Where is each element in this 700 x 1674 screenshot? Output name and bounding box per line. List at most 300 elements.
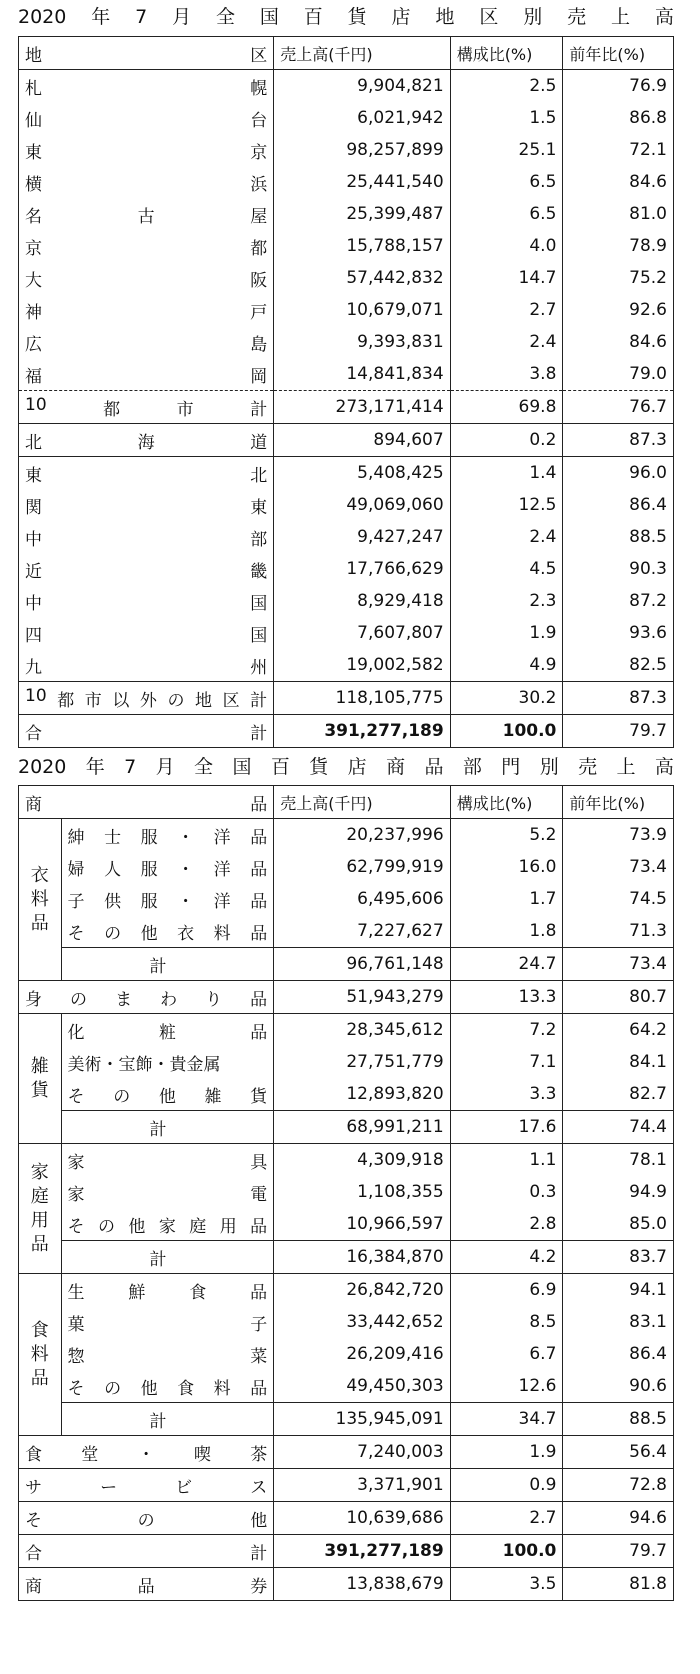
label-char: 家 [67,1184,85,1205]
yoy-value: 90.6 [563,1370,674,1403]
sales-value: 135,945,091 [274,1403,451,1436]
title-char: 2020 [18,6,67,28]
title-char: 月 [172,6,192,28]
label-char: 近 [25,561,42,582]
label-char: 区 [222,690,240,711]
sales-value: 26,842,720 [274,1274,451,1307]
row-label [68,855,268,880]
label-char: 中 [25,593,42,614]
region-name [19,489,274,521]
label-char: 食 [25,1444,42,1465]
share-value: 4.9 [450,649,563,682]
table-row [19,553,674,585]
label-char: 地 [195,690,213,711]
yoy-value: 90.3 [563,553,674,585]
region-name [19,682,274,715]
label-char: 券 [250,1576,268,1597]
label-char: 札 [25,78,42,99]
sales-value: 6,495,606 [274,883,451,915]
share-value: 24.7 [450,948,563,981]
table-row [19,1144,674,1177]
label-char: 国 [250,625,268,646]
label-char: 幌 [250,78,268,99]
row-label [25,1506,267,1531]
row-label [68,887,268,912]
share-value: 1.4 [450,457,563,490]
sales-value: 57,442,832 [274,262,451,294]
yoy-value: 79.0 [563,358,674,391]
share-value: 6.5 [450,198,563,230]
subtotal-row [19,1403,674,1436]
label-char: の [97,1216,115,1237]
label-char: 外 [139,690,157,711]
yoy-value: 78.1 [563,1144,674,1177]
region-name [19,457,274,490]
row-label [68,1180,268,1205]
category-char: 品 [30,912,49,934]
label-char: 島 [250,334,268,355]
sales-value: 49,069,060 [274,489,451,521]
table-row [19,1046,674,1078]
sales-value: 16,384,870 [274,1241,451,1274]
label-char: 仙 [25,110,42,131]
yoy-value: 72.8 [563,1469,674,1502]
title-char: 国 [232,756,252,778]
row-label [25,557,267,582]
table-row [19,230,674,262]
label-char: 人 [104,859,122,880]
label-char: 料 [213,1378,231,1399]
label-char: 合 [25,723,42,744]
yoy-value: 80.7 [563,981,674,1014]
yoy-value: 94.9 [563,1176,674,1208]
label-char: 婦 [67,859,85,880]
region-name [19,70,274,103]
region-name [19,262,274,294]
region-name [19,230,274,262]
row-label [68,1342,268,1367]
label-char: 浜 [250,174,268,195]
yoy-value: 75.2 [563,262,674,294]
product-name [19,1568,274,1601]
label-char: 他 [128,1216,146,1237]
table-row [19,649,674,682]
category-char: 品 [30,1367,49,1389]
yoy-value: 86.4 [563,1338,674,1370]
subtotal-label: 計 [61,1403,274,1436]
table-row [19,682,674,715]
label-char: の [167,690,185,711]
yoy-value: 93.6 [563,617,674,649]
title-char: 2020 [18,756,67,778]
title-char: 別 [523,6,543,28]
label-char: 品 [250,859,268,880]
title-char: 年 [91,6,111,28]
label-char: 品 [250,989,268,1010]
table-row [19,134,674,166]
table-row [19,424,674,457]
yoy-value: 73.4 [563,948,674,981]
category-text [19,1161,61,1257]
yoy-value: 64.2 [563,1014,674,1047]
row-label [25,298,267,323]
product-name [61,851,274,883]
table-row [19,1568,674,1601]
product-sales-table [18,785,674,1601]
category-label [19,819,62,981]
label-char: 用 [219,1216,237,1237]
label-char: の [70,989,88,1010]
region-name [19,166,274,198]
table-row [19,1436,674,1469]
title-char: 高 [654,6,674,28]
row-label [68,1212,268,1237]
label-char: り [205,989,223,1010]
label-char: 道 [250,432,268,453]
table-row [19,1370,674,1403]
share-value: 3.3 [450,1078,563,1111]
label-char: そ [67,1086,85,1107]
sales-value: 98,257,899 [274,134,451,166]
sales-value: 62,799,919 [274,851,451,883]
region-name [19,617,274,649]
label-char: 横 [25,174,42,195]
header-share: 構成比(%) [450,37,563,70]
sales-value: 27,751,779 [274,1046,451,1078]
label-char: そ [25,1510,42,1531]
category-text [19,1055,61,1103]
label-char: 洋 [213,859,231,880]
category-char: 庭 [30,1185,49,1207]
label-char: 粧 [158,1022,176,1043]
sales-value: 5,408,425 [274,457,451,490]
category-text [19,1319,61,1391]
share-value: 2.4 [450,521,563,553]
table-row [19,166,674,198]
label-char: 洋 [213,891,231,912]
product-name [19,1502,274,1535]
share-value: 100.0 [450,1535,563,1568]
label-char: 鮮 [128,1282,146,1303]
row-label [25,1572,267,1597]
title-char: 上 [611,6,631,28]
title-char: 百 [303,6,323,28]
label-char: 福 [25,366,42,387]
label-char: 広 [25,334,42,355]
title-char: 売 [578,756,598,778]
share-value: 4.0 [450,230,563,262]
share-value: 2.7 [450,294,563,326]
yoy-value: 73.9 [563,819,674,852]
region-sales-table [18,36,674,748]
subtotal-label: 計 [61,1241,274,1274]
share-value: 0.9 [450,1469,563,1502]
row-label [25,330,267,355]
label-char: 品 [250,827,268,848]
share-value: 0.2 [450,424,563,457]
label-char: 中 [25,529,42,550]
title-char: 全 [215,6,235,28]
sales-value: 51,943,279 [274,981,451,1014]
share-value: 1.9 [450,617,563,649]
sales-value: 25,399,487 [274,198,451,230]
share-value: 7.1 [450,1046,563,1078]
header-row [19,37,674,70]
row-label [25,1539,267,1564]
yoy-value: 74.5 [563,883,674,915]
label-char: 区 [250,45,268,66]
row-label [68,1082,268,1107]
label-char: 京 [25,238,42,259]
label-char: 食 [177,1378,195,1399]
yoy-value: 79.7 [563,1535,674,1568]
share-value: 30.2 [450,682,563,715]
table-row [19,585,674,617]
row-label [25,1473,267,1498]
subtotal-row [19,948,674,981]
yoy-value: 83.1 [563,1306,674,1338]
row-label [68,1148,268,1173]
label-char: ・ [177,827,195,848]
label-char: 10 [25,394,47,415]
yoy-value: 71.3 [563,915,674,948]
table-row [19,198,674,230]
yoy-value: 86.8 [563,102,674,134]
label-char: 生 [67,1282,85,1303]
share-value: 8.5 [450,1306,563,1338]
sales-value: 9,393,831 [274,326,451,358]
share-value: 25.1 [450,134,563,166]
row-label [25,234,267,259]
category-char: 雑 [30,1055,49,1077]
product-name [61,1306,274,1338]
share-value: 2.5 [450,70,563,103]
label-char: 合 [25,1543,42,1564]
row-label [25,74,267,99]
row-label [68,1018,268,1043]
label-char: そ [67,923,85,944]
row-label [25,653,267,678]
product-name [61,819,274,852]
yoy-value: 76.9 [563,70,674,103]
category-char: 料 [30,1343,49,1365]
product-name [61,1176,274,1208]
sales-value: 96,761,148 [274,948,451,981]
label-char: ま [115,989,133,1010]
header-row [19,786,674,819]
subtotal-row [19,1241,674,1274]
label-char: 料 [213,923,231,944]
share-value: 2.3 [450,585,563,617]
share-value: 3.5 [450,1568,563,1601]
table-row [19,70,674,103]
label-char: 他 [140,923,158,944]
yoy-value: 81.0 [563,198,674,230]
label-char: ー [100,1477,118,1498]
title-char: 貨 [347,6,367,28]
label-char: 海 [137,432,155,453]
table-row [19,1338,674,1370]
yoy-value: 88.5 [563,521,674,553]
label-char: 東 [250,497,268,518]
product-name [61,1274,274,1307]
label-char: 貨 [250,1086,268,1107]
sales-value: 12,893,820 [274,1078,451,1111]
table-row [19,457,674,490]
table-row [19,915,674,948]
sales-value: 9,427,247 [274,521,451,553]
yoy-value: 94.6 [563,1502,674,1535]
product-name [61,1014,274,1047]
sales-value: 28,345,612 [274,1014,451,1047]
title-char: 商 [386,756,406,778]
label-char: 洋 [213,827,231,848]
table-row [19,1274,674,1307]
yoy-value: 81.8 [563,1568,674,1601]
sales-value: 25,441,540 [274,166,451,198]
yoy-value: 92.6 [563,294,674,326]
share-value: 4.2 [450,1241,563,1274]
table-row [19,1535,674,1568]
product-name [61,1078,274,1111]
row-label [68,1310,268,1335]
label-char: サ [25,1477,42,1498]
row-label [25,362,267,387]
sales-value: 7,227,627 [274,915,451,948]
yoy-value: 84.6 [563,166,674,198]
sales-value: 118,105,775 [274,682,451,715]
row-label [25,428,267,453]
table-row [19,391,674,424]
region-name [19,649,274,682]
share-value: 5.2 [450,819,563,852]
table-row [19,819,674,852]
label-char: ス [250,1477,268,1498]
row-label [25,170,267,195]
label-char: ・ [137,1444,155,1465]
label-char: 士 [104,827,122,848]
label-char: 美術・宝飾・貴金属 [67,1054,221,1075]
share-value: 17.6 [450,1111,563,1144]
category-char: 家 [30,1161,49,1183]
region-name [19,326,274,358]
label-char: 商 [25,794,42,815]
label-char: 茶 [250,1444,268,1465]
label-char: 畿 [250,561,268,582]
share-value: 2.8 [450,1208,563,1241]
label-char: 服 [140,827,158,848]
yoy-value: 94.1 [563,1274,674,1307]
share-value: 6.5 [450,166,563,198]
label-char: 雑 [204,1086,222,1107]
row-label [25,985,267,1010]
label-char: 品 [250,1216,268,1237]
label-char: ・ [177,891,195,912]
header-sales: 売上高(千円) [274,37,451,70]
share-value: 1.8 [450,915,563,948]
product-name [61,883,274,915]
row-label [25,790,267,815]
table-row [19,617,674,649]
label-char: 台 [250,110,268,131]
label-char: 以 [112,690,130,711]
label-char: 四 [25,625,42,646]
title-char: 門 [501,756,521,778]
label-char: 戸 [250,302,268,323]
label-char: 東 [25,142,42,163]
yoy-value: 78.9 [563,230,674,262]
label-char: 衣 [177,923,195,944]
sales-value: 33,442,652 [274,1306,451,1338]
yoy-value: 83.7 [563,1241,674,1274]
label-char: ビ [175,1477,193,1498]
label-char: 商 [25,1576,42,1597]
label-char: 京 [250,142,268,163]
label-char: 家 [67,1152,85,1173]
label-char: 子 [250,1314,268,1335]
header-yoy: 前年比(%) [563,37,674,70]
label-char: 他 [250,1510,268,1531]
sales-value: 9,904,821 [274,70,451,103]
sales-value: 14,841,834 [274,358,451,391]
table-row [19,326,674,358]
yoy-value: 84.6 [563,326,674,358]
header-yoy: 前年比(%) [563,786,674,819]
share-value: 0.3 [450,1176,563,1208]
share-value: 12.5 [450,489,563,521]
region-name [19,358,274,391]
yoy-value: 87.3 [563,682,674,715]
product-name [61,1370,274,1403]
yoy-value: 84.1 [563,1046,674,1078]
yoy-value: 82.5 [563,649,674,682]
category-text [19,864,61,936]
title-char: 別 [539,756,559,778]
label-char: 喫 [193,1444,211,1465]
region-name [19,424,274,457]
row-label [25,106,267,131]
label-char: 大 [25,270,42,291]
category-char: 品 [30,1233,49,1255]
yoy-value: 82.7 [563,1078,674,1111]
row-label [25,719,267,744]
label-char: 菜 [250,1346,268,1367]
share-value: 3.8 [450,358,563,391]
table-row [19,358,674,391]
share-value: 1.5 [450,102,563,134]
title-char: 百 [270,756,290,778]
label-char: 古 [137,206,155,227]
table-row [19,715,674,748]
row-label [25,589,267,614]
header-region [19,37,274,70]
table-row [19,1208,674,1241]
label-char: 化 [67,1022,85,1043]
label-char: 市 [176,399,194,420]
label-char: 庭 [189,1216,207,1237]
share-value: 34.7 [450,1403,563,1436]
sales-value: 273,171,414 [274,391,451,424]
row-label [25,493,267,518]
label-char: の [104,1378,122,1399]
share-value: 16.0 [450,851,563,883]
share-value: 4.5 [450,553,563,585]
sales-value: 15,788,157 [274,230,451,262]
share-value: 14.7 [450,262,563,294]
label-char: 神 [25,302,42,323]
label-char: 地 [25,45,42,66]
share-value: 2.4 [450,326,563,358]
